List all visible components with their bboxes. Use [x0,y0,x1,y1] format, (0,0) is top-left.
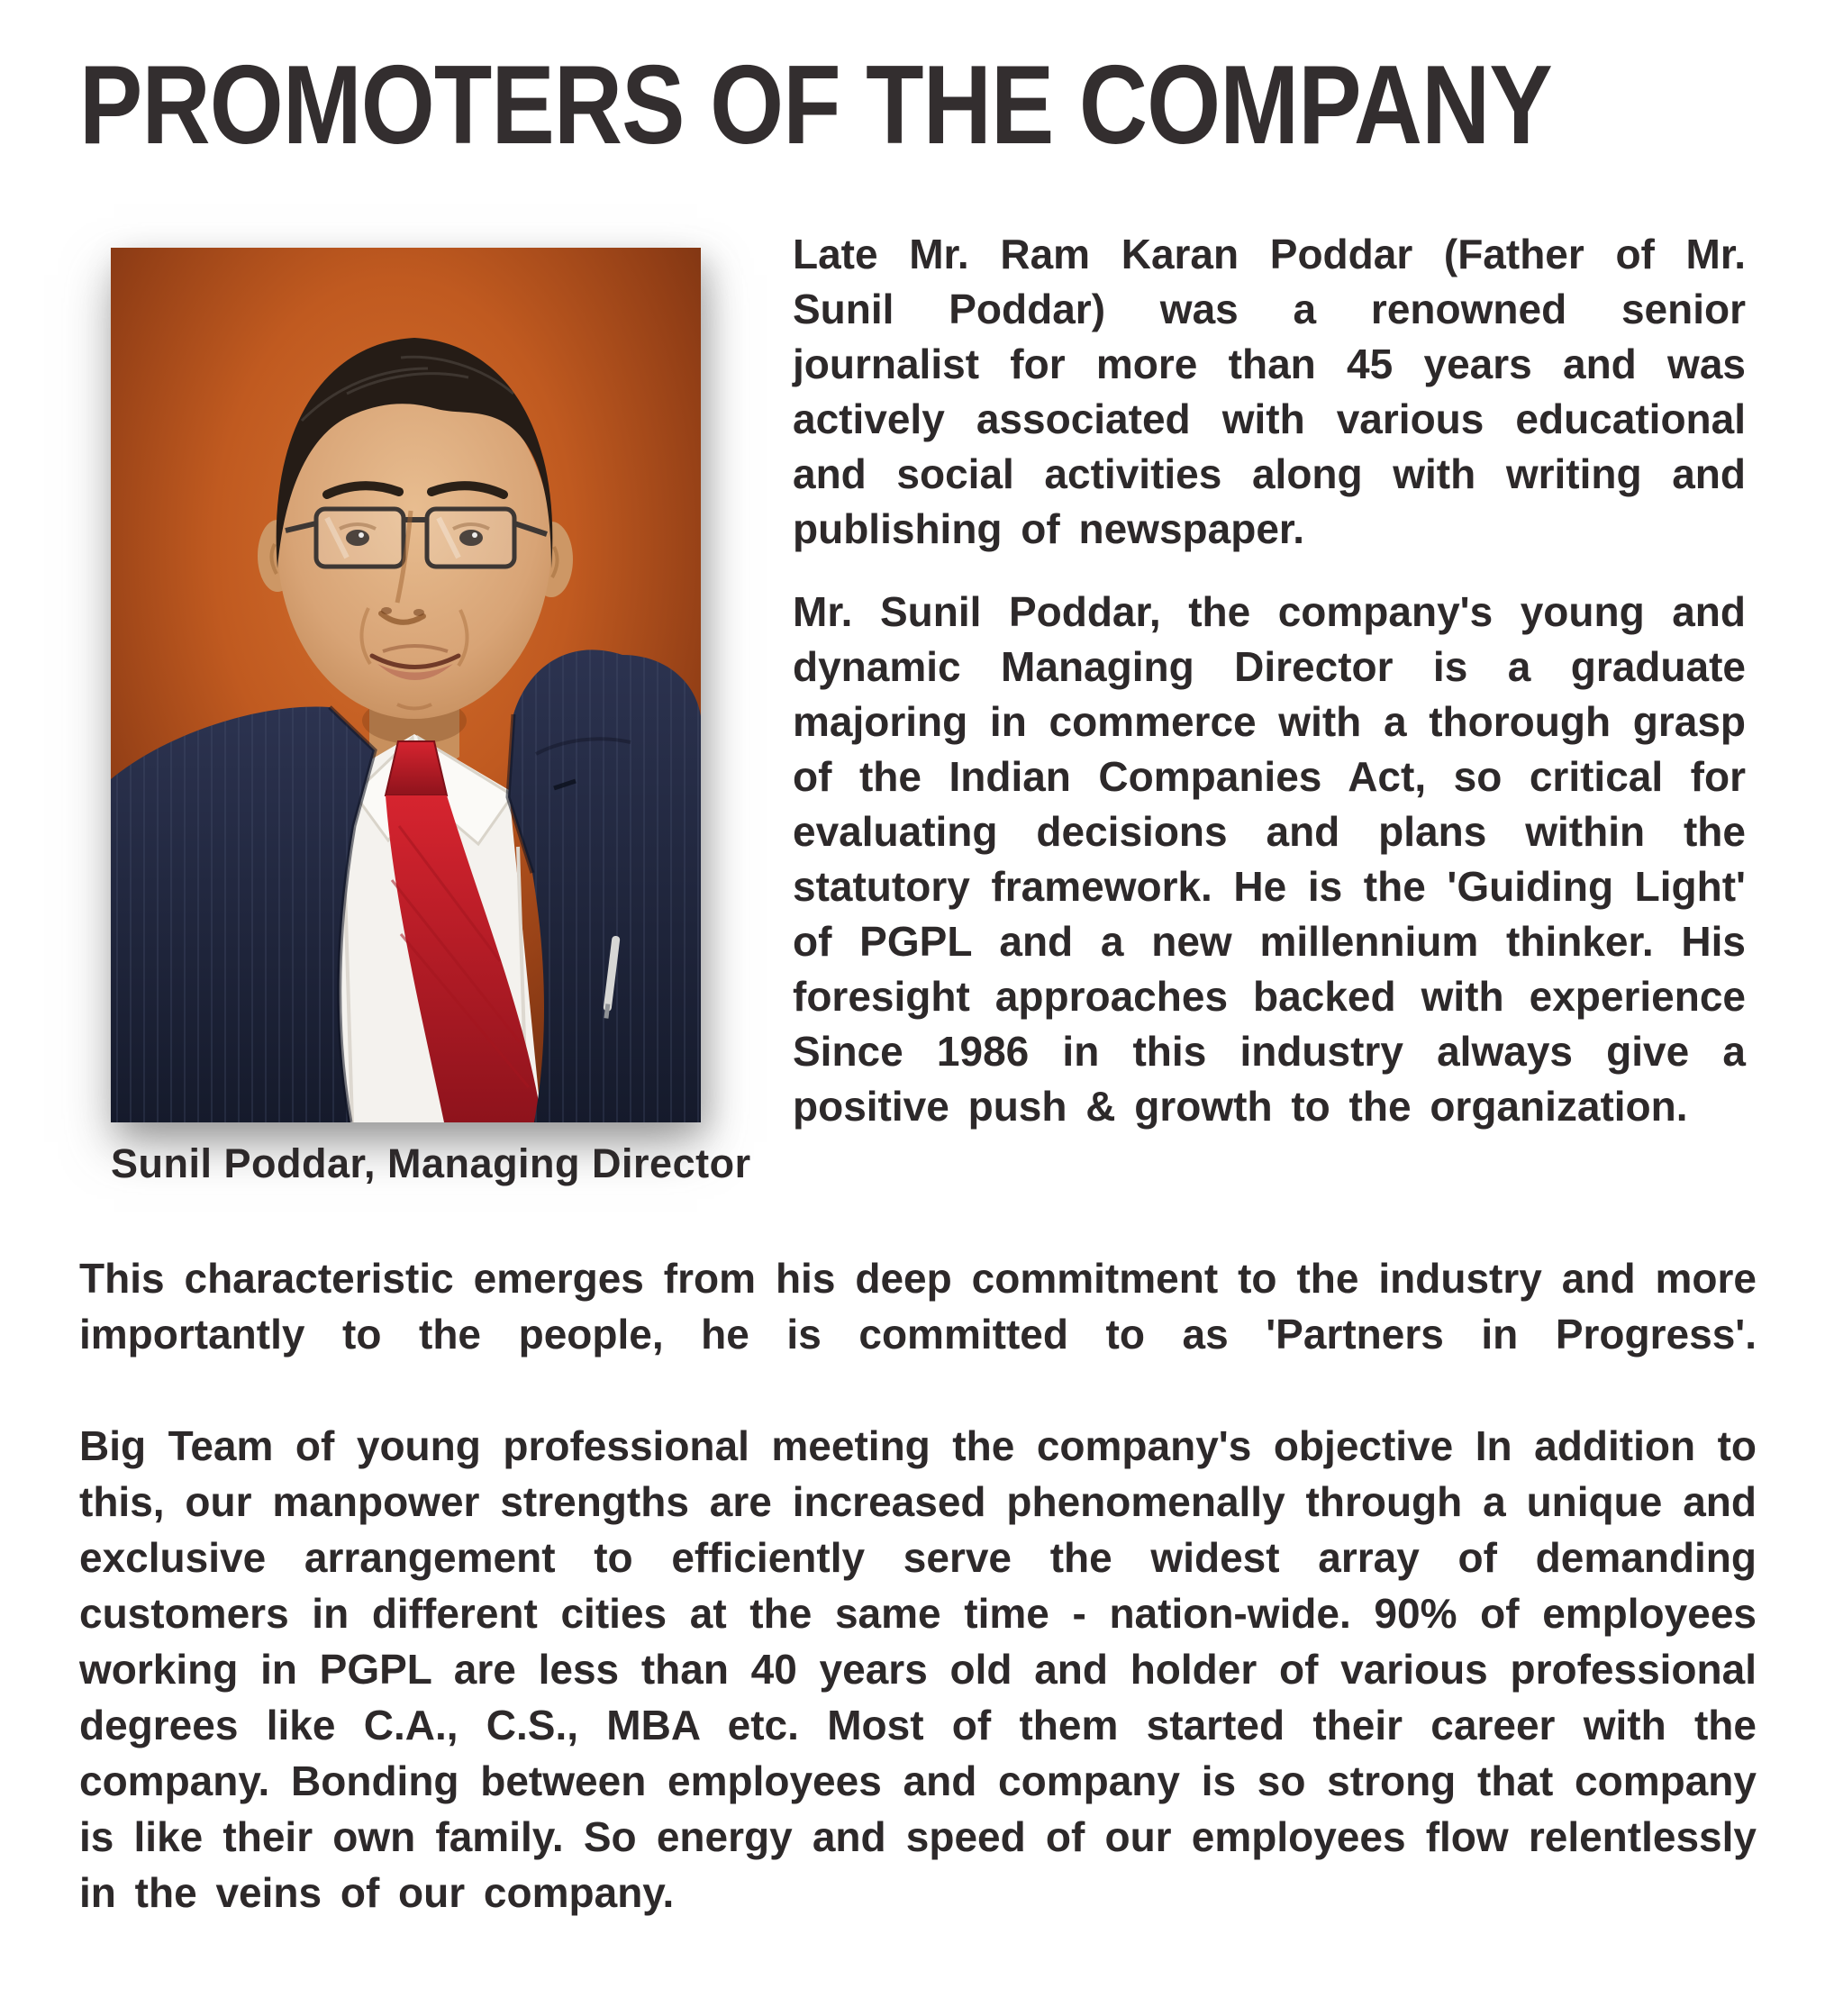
body-paragraph-2: Big Team of young professional meeting the company's objective In addition to this, our manpower strengths are increased phenomenally through a unique and exclusive arrangement to efficiently serve the widest array of demanding customers in different cities at the same time - nation-wide. 90% of employees working in PGPL are less than 40 years old and holder of various professional degrees like C.A., C.S., MBA etc. Most of them started their career with the company. Bonding between employees and company is so strong that company is like their own family. So energy and speed of our employees flow relentlessly in the veins of our company. [79,1422,1757,1916]
intro-paragraph-1: Late Mr. Ram Karan Poddar (Father of Mr. Sunil Poddar) was a renowned senior journalist for more than 45 years and was actively associated with various educational and social activities along with writing and publishing of newspaper. [793,231,1746,552]
promoter-photo-figure [111,248,751,1187]
photo-caption: Sunil Poddar, Managing Director [111,1140,751,1186]
portrait-photo [111,248,701,1122]
intro-text-column [793,227,1746,1162]
intro-paragraph-2: Mr. Sunil Poddar, the company's young and dynamic Managing Director is a graduate majoring in commerce with a thorough grasp of the Indian Companies Act, so critical for evaluating decisions and plans within the statutory framework. He is the 'Guiding Light' of PGPL and a new millennium thinker. His foresight approaches backed with experience Since 1986 in this industry always give a positive push & growth to the organization. [793,588,1746,1130]
promoter-photo [111,248,701,1122]
page-title: PROMOTERS OF THE COMPANY [79,43,1552,168]
body-paragraph-1: This characteristic emerges from his deep commitment to the industry and more importantly to the people, he is committed to as 'Partners in Progress'. [79,1255,1757,1358]
